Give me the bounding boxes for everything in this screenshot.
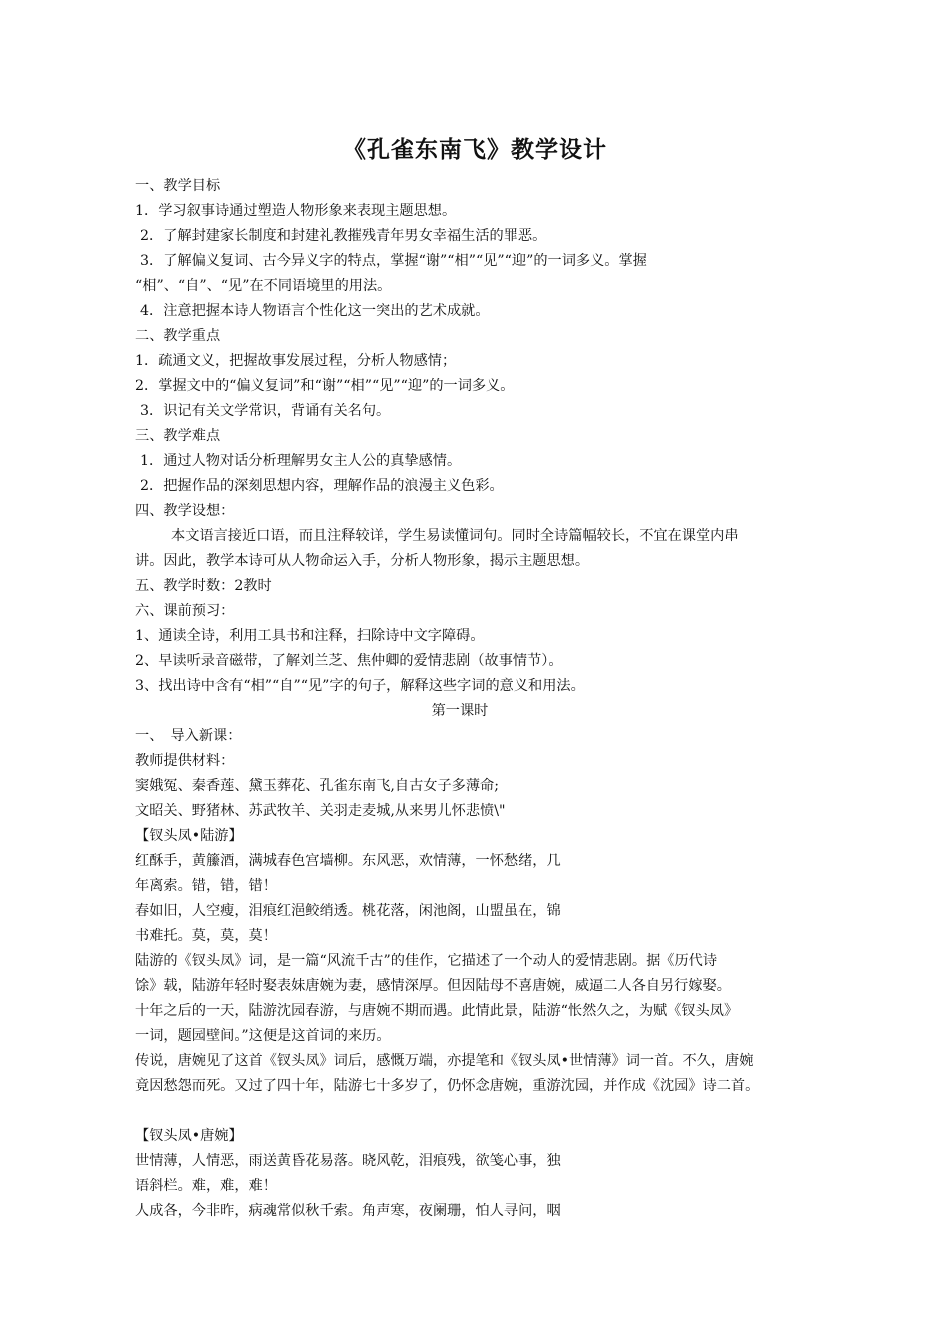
text-line: 2．了解封建家长制度和封建礼教摧残青年男女幸福生活的罪恶。 bbox=[140, 228, 547, 244]
poem-title: 【钗头凤•陆游】 bbox=[135, 828, 243, 844]
paragraph-line: 讲。因此，教学本诗可从人物命运入手，分析人物形象，揭示主题思想。 bbox=[135, 553, 590, 569]
section-heading: 一、教学目标 bbox=[135, 178, 221, 194]
poem-line: 书难托。莫，莫，莫！ bbox=[135, 928, 277, 944]
text-line: 3．识记有关文学常识，背诵有关名句。 bbox=[140, 403, 391, 419]
poem-line: 世情薄，人情恶，雨送黄昏花易落。晓风乾，泪痕残，欲笺心事，独 bbox=[135, 1153, 561, 1169]
paragraph-line: 十年之后的一天，陆游沈园春游，与唐婉不期而遇。此情此景，陆游“怅然久之，为赋《钗头凤》 bbox=[135, 1003, 739, 1019]
paragraph-line: 馀》载，陆游年轻时娶表妹唐婉为妻，感情深厚。但因陆母不喜唐婉，威逼二人各自另行嫁娶。 bbox=[135, 978, 731, 994]
text-line: 1．疏通文义，把握故事发展过程，分析人物感情； bbox=[135, 353, 457, 369]
poem-line: 年离索。错，错，错！ bbox=[135, 878, 277, 894]
paragraph-line: 一词，题园壁间。”这便是这首词的来历。 bbox=[135, 1028, 391, 1044]
document-body bbox=[135, 174, 825, 1224]
paragraph-line: 传说，唐婉见了这首《钗头凤》词后，感慨万端，亦提笔和《钗头凤•世情薄》词一首。不久，唐婉 bbox=[135, 1053, 754, 1069]
poem-title: 【钗头凤•唐婉】 bbox=[135, 1128, 243, 1144]
section-heading: 一、 导入新课： bbox=[135, 728, 242, 744]
poem-line: 春如旧，人空瘦，泪痕红浥鲛绡透。桃花落，闲池阁，山盟虽在，锦 bbox=[135, 903, 561, 919]
section-heading: 四、教学设想： bbox=[135, 503, 235, 519]
poem-line: 红酥手，黄籘酒，满城春色宫墙柳。东风恶，欢情薄，一怀愁绪，几 bbox=[135, 853, 561, 869]
paragraph-line: 竟因愁怨而死。又过了四十年，陆游七十多岁了，仍怀念唐婉，重游沈园，并作成《沈园》诗二首。 bbox=[135, 1078, 760, 1094]
blank-line bbox=[135, 1099, 825, 1124]
poem-line: 人成各，今非昨，病魂常似秋千索。角声寒，夜阑珊，怕人寻问，咽 bbox=[135, 1203, 561, 1219]
text-line: 窦娥冤、秦香莲、黛玉葬花、孔雀东南飞,自古女子多薄命; bbox=[135, 778, 499, 794]
paragraph-line: 本文语言接近口语，而且注释较详，学生易读懂词句。同时全诗篇幅较长，不宜在课堂内串 bbox=[171, 528, 739, 544]
section-heading: 三、教学难点 bbox=[135, 428, 221, 444]
text-line: 3、找出诗中含有“相”“自”“见”字的句子，解释这些字词的意义和用法。 bbox=[135, 678, 585, 694]
lesson-heading: 第一课时 bbox=[431, 703, 489, 719]
section-heading: 五、教学时数：2教时 bbox=[135, 578, 272, 594]
paragraph-line: 陆游的《钗头凤》词，是一篇“风流千古”的佳作，它描述了一个动人的爱情悲剧。据《历代诗 bbox=[135, 953, 718, 969]
text-line: 教师提供材料： bbox=[135, 753, 235, 769]
text-line: 2．掌握文中的“偏义复词”和“谢”“相”“见”“迎”的一词多义。 bbox=[135, 378, 515, 394]
text-line: 2．把握作品的深刻思想内容，理解作品的浪漫主义色彩。 bbox=[140, 478, 504, 494]
text-line: 1．学习叙事诗通过塑造人物形象来表现主题思想。 bbox=[135, 203, 457, 219]
section-heading: 二、教学重点 bbox=[135, 328, 221, 344]
section-heading: 六、课前预习： bbox=[135, 603, 235, 619]
text-line: 1．通过人物对话分析理解男女主人公的真挚感情。 bbox=[140, 453, 462, 469]
poem-line: 语斜栏。难，难，难！ bbox=[135, 1178, 277, 1194]
document-title: 《孔雀东南飞》教学设计 bbox=[343, 137, 607, 163]
text-line: 4．注意把握本诗人物语言个性化这一突出的艺术成就。 bbox=[140, 303, 490, 319]
text-line: 1、通读全诗，利用工具书和注释，扫除诗中文字障碍。 bbox=[135, 628, 485, 644]
text-line: 文昭关、野猪林、苏武牧羊、关羽走麦城,从来男儿怀悲愤\" bbox=[135, 803, 506, 819]
text-line: 2、早读听录音磁带，了解刘兰芝、焦仲卿的爱情悲剧（故事情节）。 bbox=[135, 653, 563, 669]
text-line: 3．了解偏义复词、古今异义字的特点，掌握“谢”“相”“见”“迎”的一词多义。掌握 bbox=[140, 253, 647, 269]
text-line: “相”、“自”、“见”在不同语境里的用法。 bbox=[135, 278, 392, 294]
